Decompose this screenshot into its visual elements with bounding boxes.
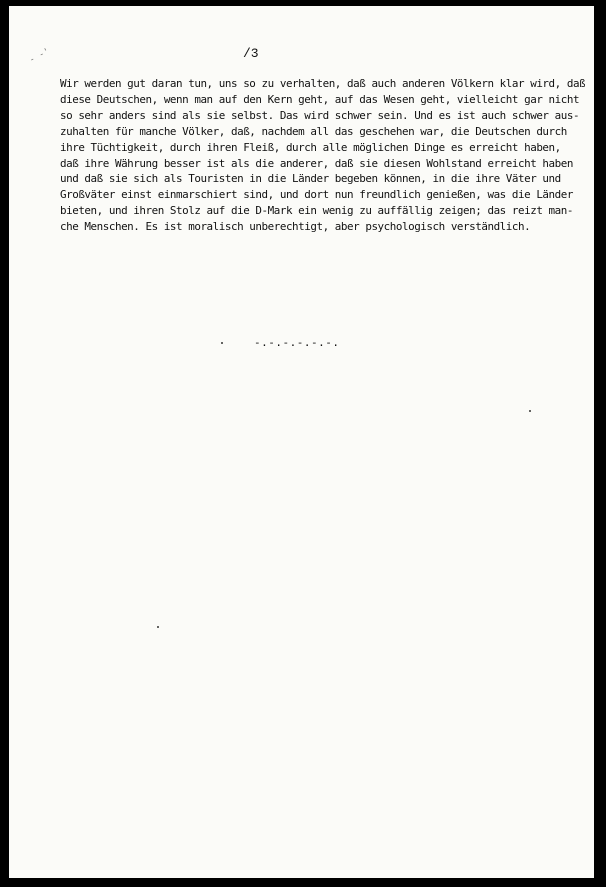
text-line: ihre Tüchtigkeit, durch ihren Fleiß, durch alle möglichen Dinge es erreicht haben, <box>60 140 561 154</box>
scan-speck <box>529 410 531 412</box>
text-line: Wir werden gut daran tun, uns so zu verhalten, daß auch anderen Völkern klar wird, daß <box>60 77 585 90</box>
scan-mark: - -' <box>27 46 52 66</box>
text-line: bieten, und ihren Stolz auf die D-Mark ein wenig zu auffällig zeigen; das reizt man- <box>60 204 573 218</box>
text-line: zuhalten für manche Völker, daß, nachdem all das geschehen war, die Deutschen durch <box>60 124 567 138</box>
text-line: daß ihre Währung besser ist als die anderer, daß sie diesen Wohlstand erreicht haben <box>60 156 573 170</box>
page-number: /3 <box>243 46 259 61</box>
scan-speck <box>221 342 223 344</box>
text-line: und daß sie sich als Touristen in die Länder begeben können, in die ihre Väter und <box>60 172 561 186</box>
text-line: diese Deutschen, wenn man auf den Kern geht, auf das Wesen geht, vielleicht gar nicht <box>60 92 580 106</box>
section-divider: -.-.-.-.-.-. <box>254 336 340 349</box>
text-line: so sehr anders sind als sie selbst. Das wird schwer sein. Und es ist auch schwer aus- <box>60 108 580 122</box>
scan-speck <box>157 626 159 628</box>
body-paragraph <box>60 76 585 235</box>
text-line: Großväter einst einmarschiert sind, und dort nun freundlich genießen, was die Länder <box>60 188 573 202</box>
text-line: che Menschen. Es ist moralisch unberechtigt, aber psychologisch verständlich. <box>60 220 531 234</box>
document-page <box>9 6 594 878</box>
